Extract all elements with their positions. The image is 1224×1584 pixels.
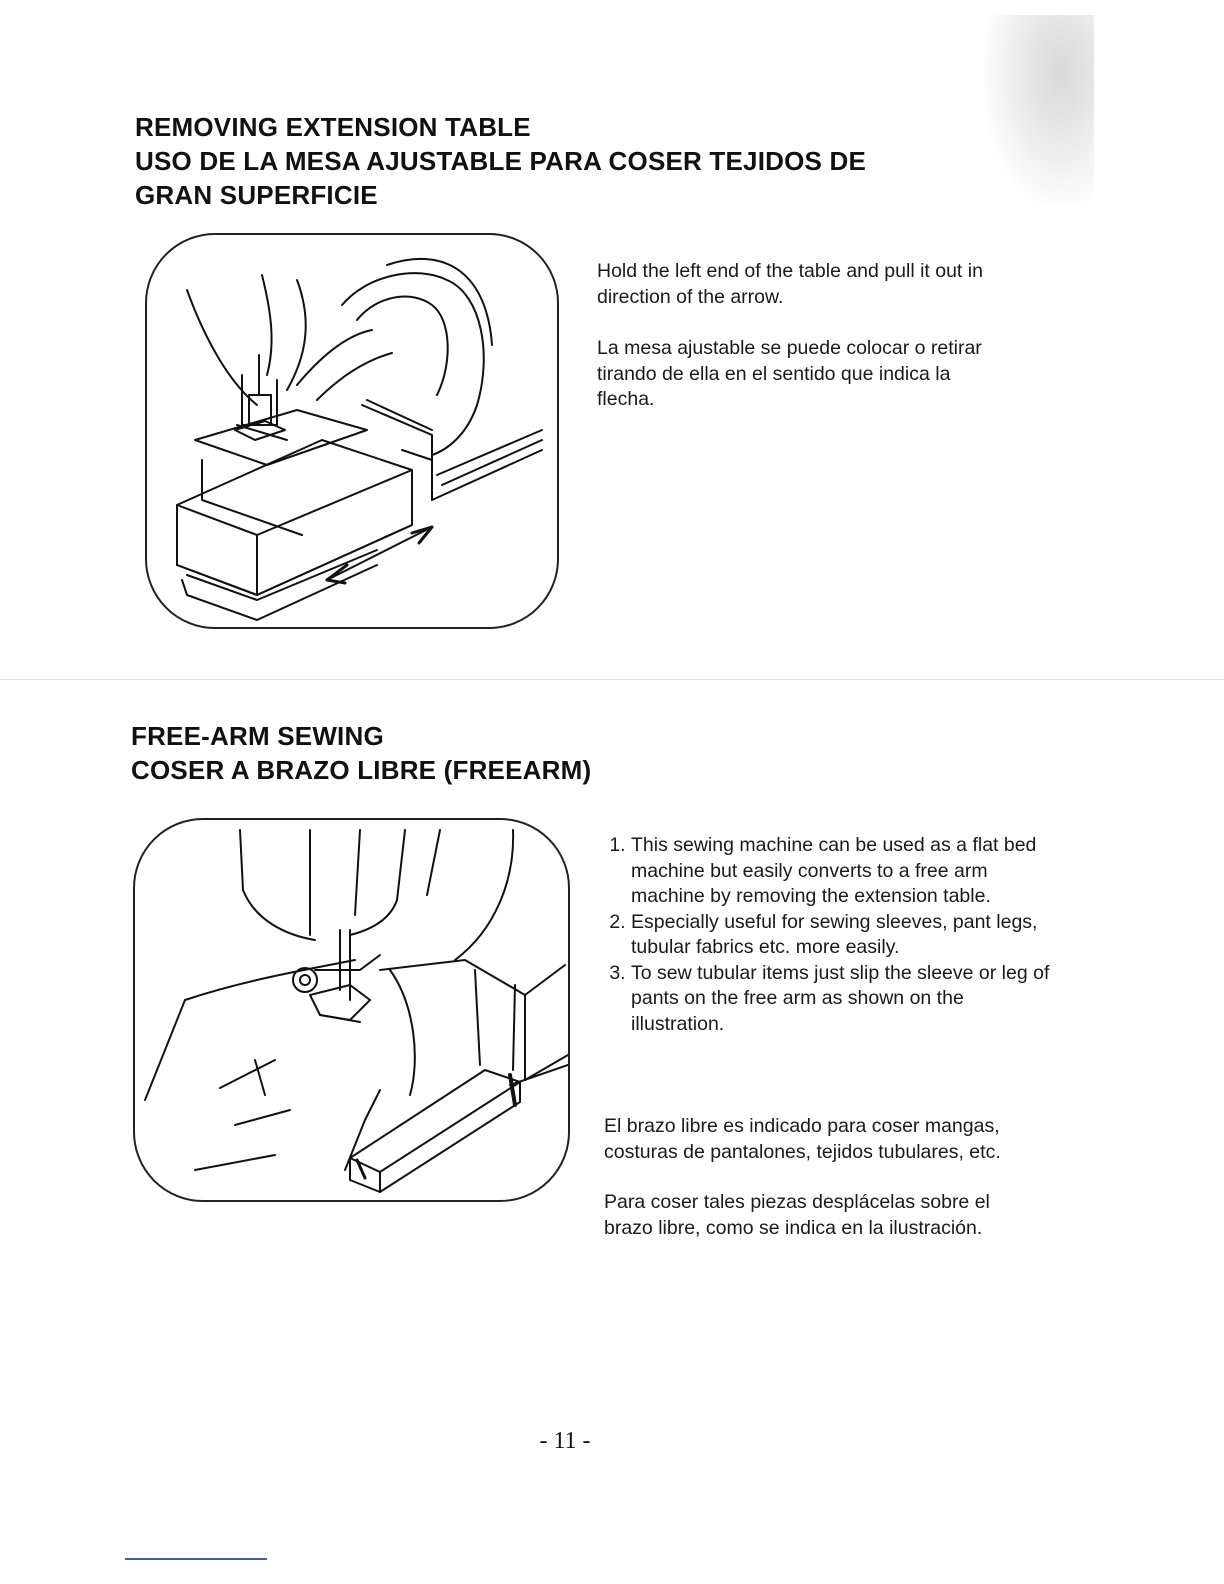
section-title-free-arm-spanish: COSER A BRAZO LIBRE (FREEARM) <box>131 755 592 785</box>
section-divider <box>0 679 1224 680</box>
section-title-free-arm: FREE-ARM SEWING <box>131 721 384 751</box>
free-arm-steps-list <box>605 833 1051 1037</box>
instruction-text-spanish: La mesa ajustable se puede colocar o retirar tirando de ella en el sentido que indica la flecha. <box>597 337 982 410</box>
section-title-spanish-line2: GRAN SUPERFICIE <box>135 180 378 210</box>
list-item: 2. Especially useful for sewing sleeves, pant legs, tubular fabrics etc. more easily. <box>631 910 1051 961</box>
page-number: - 11 - <box>539 1428 591 1454</box>
footer-rule <box>125 1558 267 1560</box>
section-title-removing-table: REMOVING EXTENSION TABLE <box>135 112 531 142</box>
free-arm-text-spanish-2: Para coser tales piezas desplácelas sobre el brazo libre, como se indica en la ilustración. <box>604 1191 990 1239</box>
free-arm-illustration <box>133 818 570 1202</box>
extension-table-illustration <box>145 233 559 629</box>
list-item: 3. To sew tubular items just slip the sleeve or leg of pants on the free arm as shown on the illustration. <box>631 961 1051 1038</box>
instruction-text-english: Hold the left end of the table and pull it out in direction of the arrow. <box>597 260 983 308</box>
list-item: 1. This sewing machine can be used as a flat bed machine but easily converts to a free arm machine by removing the extension table. <box>631 833 1051 910</box>
free-arm-text-spanish-1: El brazo libre es indicado para coser mangas, costuras de pantalones, tejidos tubulares, etc. <box>604 1115 1001 1163</box>
scan-shadow <box>984 15 1094 205</box>
section-title-spanish-line1: USO DE LA MESA AJUSTABLE PARA COSER TEJIDOS DE <box>135 146 867 176</box>
